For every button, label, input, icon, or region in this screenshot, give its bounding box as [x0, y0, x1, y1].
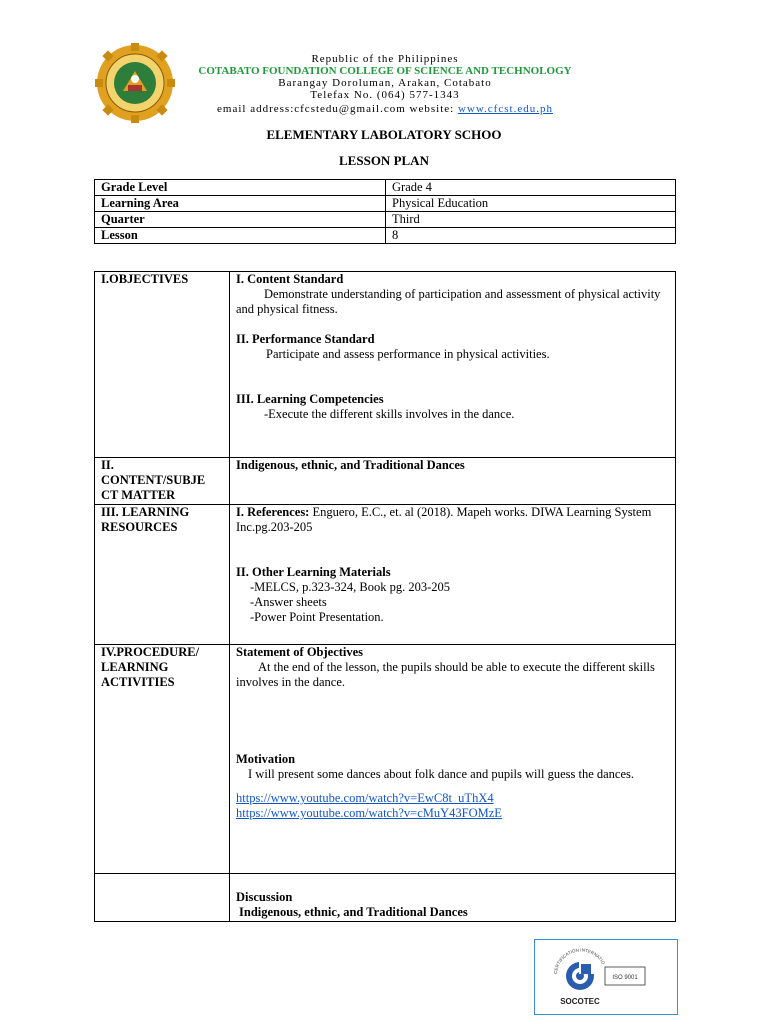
discussion-row — [95, 874, 676, 922]
cert-brand-label: SOCOTEC — [560, 997, 600, 1006]
contact-line — [175, 103, 595, 115]
competencies-heading: III. Learning Competencies — [236, 392, 384, 406]
section-content — [230, 874, 676, 922]
section-label — [95, 874, 230, 922]
lesson-plan-table — [94, 271, 676, 922]
college-name: COTABATO FOUNDATION COLLEGE OF SCIENCE AND TECHNOLOGY — [198, 65, 572, 77]
material-item: -Answer sheets — [250, 595, 327, 609]
label-line: RESOURCES — [101, 520, 178, 534]
references-text: Enguero, E.C., et. al (2018). Mapeh works. DIWA Learning System Inc.pg.203-205 — [236, 505, 652, 534]
info-label: Quarter — [95, 212, 386, 228]
section-label — [95, 645, 230, 874]
info-label: Grade Level — [95, 180, 386, 196]
section-label — [95, 458, 230, 505]
section-content — [230, 645, 676, 874]
table-row — [95, 212, 676, 228]
section-content — [230, 505, 676, 645]
label-line: LEARNING — [101, 660, 169, 674]
references-heading: I. References: — [236, 505, 310, 519]
school-title: ELEMENTARY LABOLATORY SCHOO — [266, 127, 502, 142]
telefax-line: Telefax No. (064) 577-1343 — [310, 89, 460, 101]
content-standard-heading: I. Content Standard — [236, 272, 344, 286]
performance-standard-text: Participate and assess performance in physical activities. — [266, 347, 550, 361]
republic-line: Republic of the Philippines — [311, 53, 459, 65]
discussion-heading: Discussion — [236, 890, 293, 904]
label-line: III. LEARNING — [101, 505, 190, 519]
content-row — [95, 458, 676, 505]
cert-ring-text: CERTIFICATION INTERNATIO — [552, 947, 606, 975]
info-label: Learning Area — [95, 196, 386, 212]
statement-heading: Statement of Objectives — [236, 645, 364, 659]
document-title: LESSON PLAN — [339, 153, 429, 168]
material-item: -MELCS, p.323-324, Book pg. 203-205 — [250, 580, 450, 594]
label-line: II. — [101, 458, 114, 472]
youtube-link[interactable]: https://www.youtube.com/watch?v=EwC8t_uThX4 — [236, 791, 494, 805]
label-line: ACTIVITIES — [101, 675, 175, 689]
discussion-text: Indigenous, ethnic, and Traditional Dances — [239, 905, 468, 919]
section-content — [230, 458, 676, 505]
label-line: CT MATTER — [101, 488, 176, 502]
section-content — [230, 272, 676, 458]
resources-row — [95, 505, 676, 645]
cert-iso-label: ISO 9001 — [612, 975, 638, 981]
college-seal-logo — [95, 43, 175, 123]
content-standard-text: Demonstrate understanding of participation and assessment of physical activity and physical fitness. — [236, 287, 661, 316]
lesson-info-table — [94, 179, 676, 244]
info-value: 8 — [386, 228, 676, 244]
performance-standard-heading: II. Performance Standard — [236, 332, 375, 346]
material-item: -Power Point Presentation. — [250, 610, 384, 624]
references-entry — [236, 505, 669, 535]
info-label: Lesson — [95, 228, 386, 244]
statement-text: At the end of the lesson, the pupils should be able to execute the different skills involves in the dance. — [236, 660, 655, 689]
topic-text: Indigenous, ethnic, and Traditional Dances — [236, 458, 465, 472]
info-value: Third — [386, 212, 676, 228]
socotec-certification-logo — [534, 939, 678, 1015]
competencies-text: -Execute the different skills involves in the dance. — [264, 407, 515, 421]
objectives-row — [95, 272, 676, 458]
table-row — [95, 228, 676, 244]
section-label: I.OBJECTIVES — [95, 272, 230, 458]
motivation-heading: Motivation — [236, 752, 296, 766]
table-row — [95, 196, 676, 212]
website-link[interactable]: www.cfcst.edu.ph — [457, 103, 553, 115]
label-line: CONTENT/SUBJE — [101, 473, 206, 487]
address-line: Barangay Doroluman, Arakan, Cotabato — [278, 77, 492, 89]
email-text: email address:cfcstedu@gmail.com website: — [217, 103, 455, 115]
table-row — [95, 180, 676, 196]
motivation-text: I will present some dances about folk dance and pupils will guess the dances. — [248, 767, 635, 781]
section-label — [95, 505, 230, 645]
label-line: IV.PROCEDURE/ — [101, 645, 200, 659]
info-value: Physical Education — [386, 196, 676, 212]
procedure-row — [95, 645, 676, 874]
youtube-link[interactable]: https://www.youtube.com/watch?v=cMuY43FOMzE — [236, 806, 502, 820]
info-value: Grade 4 — [386, 180, 676, 196]
other-materials-heading: II. Other Learning Materials — [236, 565, 391, 579]
